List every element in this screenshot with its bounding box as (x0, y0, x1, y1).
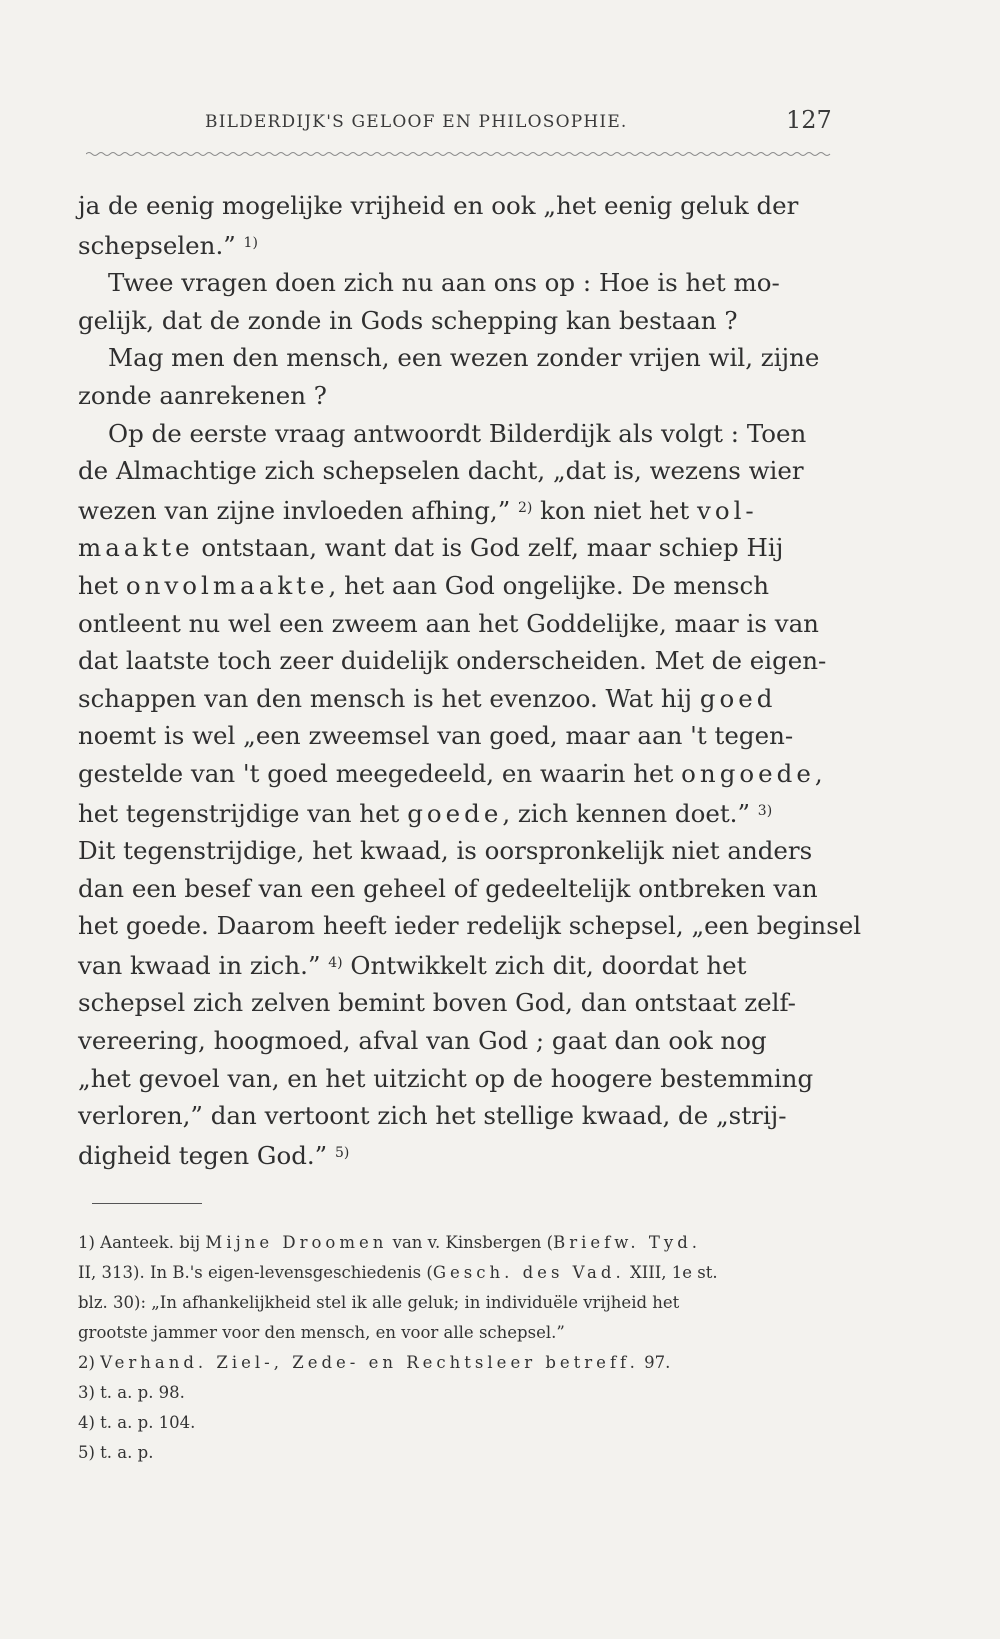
text-line (78, 529, 830, 567)
header-rule (86, 150, 832, 158)
text-line: dan een besef van een geheel of gedeeltelijk ontbreken van (78, 873, 818, 903)
text-fragment: 1) Aanteek. bij (78, 1233, 206, 1252)
footnote-ref: 2) (518, 499, 533, 516)
footnote-1-cont (78, 1258, 828, 1288)
text-line: het goede. Daarom heeft ieder redelijk schepsel, „een beginsel (78, 911, 862, 941)
footnote-3: 3) t. a. p. 98. (78, 1383, 185, 1402)
text-line: noemt is wel „een zweemsel van goed, maar aan 't tegen- (78, 721, 794, 751)
text-line: gelijk, dat de zonde in Gods schepping kan bestaan ? (78, 305, 738, 335)
text-fragment: wezen van zijne invloeden afhing,” (78, 495, 519, 525)
text-line (78, 755, 830, 793)
footnotes (78, 1228, 828, 1468)
spaced-word: Gesch. des Vad. (432, 1263, 625, 1282)
text-fragment: Ontwikkelt zich dit, doordat het (342, 950, 747, 980)
text-line (78, 567, 830, 605)
page-number: 127 (786, 106, 832, 134)
text-line (78, 945, 830, 985)
text-line: „het gevoel van, en het uitzicht op de hoogere bestemming (78, 1063, 814, 1093)
text-line: Twee vragen doen zich nu aan ons op : Hoe is het mo- (108, 268, 780, 298)
footnote-1 (78, 1228, 828, 1258)
text-line: ontleent nu wel een zweem aan het Goddelijke, maar is van (78, 608, 819, 638)
text-fragment: 97. (638, 1353, 671, 1372)
text-fragment: ontstaan, want dat is God zelf, maar schiep Hij (193, 533, 784, 563)
text-line: schepsel zich zelven bemint boven God, dan ontstaat zelf- (78, 988, 796, 1018)
spaced-word: goede (407, 798, 503, 828)
text-fragment: XIII, 1e st. (624, 1263, 718, 1282)
text-line (78, 225, 830, 265)
text-fragment: van kwaad in zich.” (78, 950, 329, 980)
spaced-word: ongoede (681, 758, 815, 788)
text-fragment: 2) (78, 1353, 101, 1372)
text-fragment: , (814, 758, 823, 788)
text-fragment: het (78, 570, 126, 600)
spaced-word: vol- (697, 495, 758, 525)
main-text (78, 187, 862, 1174)
text-line (78, 793, 830, 833)
spaced-word: onvolmaakte (125, 570, 329, 600)
footnote-ref: 1) (243, 234, 258, 251)
text-line: verloren,” dan vertoont zich het stellige kwaad, de „strij- (78, 1101, 787, 1131)
text-fragment: van v. Kinsbergen ( (387, 1233, 554, 1252)
text-fragment: , het aan God ongelijke. De mensch (328, 570, 769, 600)
spaced-word: Verhand. Ziel-, Zede- en Rechtsleer betreff. (100, 1353, 639, 1372)
footnote-2 (78, 1348, 828, 1378)
text-line: zonde aanrekenen ? (78, 380, 327, 410)
footnote-ref: 3) (757, 802, 773, 819)
spaced-word: maakte (78, 533, 194, 563)
footnote-divider (92, 1203, 202, 1204)
footnote-5: 5) t. a. p. (78, 1443, 154, 1462)
text-line: Op de eerste vraag antwoordt Bilderdijk als volgt : Toen (108, 418, 807, 448)
text-fragment: , zich kennen doet.” (502, 798, 758, 828)
spaced-word: goed (699, 683, 777, 713)
text-fragment: digheid tegen God.” (78, 1140, 335, 1170)
footnote-4: 4) t. a. p. 104. (78, 1413, 196, 1432)
text-line: de Almachtige zich schepselen dacht, „dat is, wezens wier (78, 456, 804, 486)
text-line: ja de eenig mogelijke vrijheid en ook „het eenig geluk der (78, 191, 799, 220)
text-fragment: kon niet het (532, 495, 697, 525)
text-line: dat laatste toch zeer duidelijk onderscheiden. Met de eigen- (78, 646, 827, 676)
running-head: BILDERDIJK'S GELOOF EN PHILOSOPHIE. (205, 112, 628, 132)
spaced-word: Mijne Droomen (205, 1233, 388, 1252)
footnote-ref: 4) (328, 954, 343, 971)
text-line (78, 1135, 830, 1175)
text-line (78, 490, 830, 530)
text-fragment: schappen van den mensch is het evenzoo. Wat hij (78, 683, 700, 713)
text-fragment: II, 313). In B.'s eigen-levensgeschiedenis ( (78, 1263, 433, 1282)
text-fragment: schepselen.” (78, 230, 244, 260)
text-line: Mag men den mensch, een wezen zonder vrijen wil, zijne (108, 343, 820, 373)
text-line: vereering, hoogmoed, afval van God ; gaat dan ook nog (78, 1026, 767, 1056)
text-line: Dit tegenstrijdige, het kwaad, is oorspronkelijk niet anders (78, 836, 813, 866)
footnote-1-cont: grootste jammer voor den mensch, en voor alle schepsel.” (78, 1323, 565, 1342)
footnote-1-cont: blz. 30): „In afhankelijkheid stel ik alle geluk; in individuële vrijheid het (78, 1293, 680, 1312)
spaced-word: Briefw. Tyd. (553, 1233, 702, 1252)
footnote-ref: 5) (335, 1144, 350, 1161)
text-fragment: het tegenstrijdige van het (78, 798, 408, 828)
text-fragment: gestelde van 't goed meegedeeld, en waarin het (78, 758, 682, 788)
text-line (78, 680, 830, 718)
